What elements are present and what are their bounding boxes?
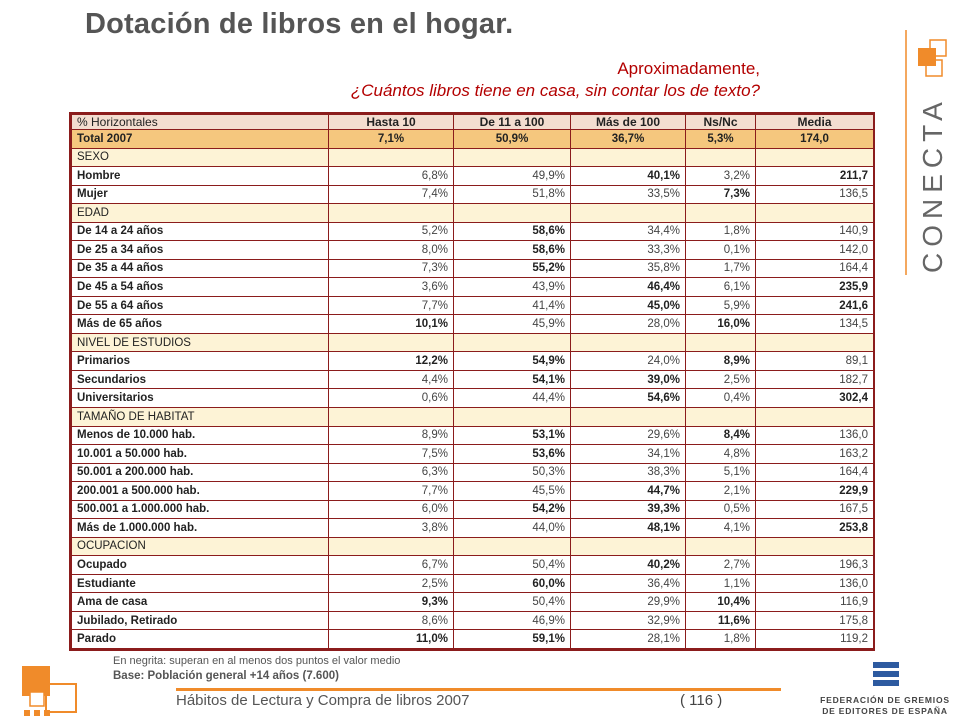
table-cell: 8,0%: [329, 241, 454, 260]
table-cell: 3,2%: [686, 167, 756, 186]
row-label: SEXO: [72, 148, 329, 167]
table-cell: 58,6%: [454, 222, 571, 241]
row-label: De 55 a 64 años: [72, 296, 329, 315]
row-label: Secundarios: [72, 370, 329, 389]
table-cell: 2,7%: [686, 556, 756, 575]
books-table: [71, 114, 874, 649]
total-row: [72, 130, 874, 149]
table-cell: 136,0: [756, 574, 874, 593]
row-label: Total 2007: [72, 130, 329, 149]
table-cell: 10,4%: [686, 593, 756, 612]
table-cell: 174,0: [756, 130, 874, 149]
table-cell: 1,1%: [686, 574, 756, 593]
row-label: De 14 a 24 años: [72, 222, 329, 241]
table-cell: 134,5: [756, 315, 874, 334]
table-cell: [686, 204, 756, 223]
table-cell: 7,1%: [329, 130, 454, 149]
table-cell: 136,5: [756, 185, 874, 204]
table-cell: [454, 204, 571, 223]
table-cell: 0,6%: [329, 389, 454, 408]
table-cell: 163,2: [756, 445, 874, 464]
table-cell: [454, 407, 571, 426]
row-label: 500.001 a 1.000.000 hab.: [72, 500, 329, 519]
table-row: [72, 500, 874, 519]
table-cell: [571, 407, 686, 426]
table-cell: [454, 537, 571, 556]
table-cell: 11,6%: [686, 611, 756, 630]
table-cell: 24,0%: [571, 352, 686, 371]
table-header-row: [72, 115, 874, 130]
table-cell: 2,1%: [686, 482, 756, 501]
row-label: Universitarios: [72, 389, 329, 408]
table-cell: 4,1%: [686, 519, 756, 538]
footnote-bold: En negrita: superan en al menos dos puntos el valor medio: [113, 655, 401, 667]
table-cell: 53,6%: [454, 445, 571, 464]
row-label: Hombre: [72, 167, 329, 186]
table-cell: 4,4%: [329, 370, 454, 389]
table-cell: 45,9%: [454, 315, 571, 334]
footer-title: Hábitos de Lectura y Compra de libros 2007: [176, 692, 470, 709]
table-cell: 8,9%: [329, 426, 454, 445]
table-row: [72, 611, 874, 630]
table-cell: 33,3%: [571, 241, 686, 260]
table-cell: 241,6: [756, 296, 874, 315]
table-cell: 7,4%: [329, 185, 454, 204]
table-cell: 229,9: [756, 482, 874, 501]
table-cell: [756, 407, 874, 426]
table-cell: 5,1%: [686, 463, 756, 482]
table-cell: 3,6%: [329, 278, 454, 297]
table-cell: 45,5%: [454, 482, 571, 501]
table-cell: 55,2%: [454, 259, 571, 278]
table-cell: 3,8%: [329, 519, 454, 538]
table-cell: 2,5%: [686, 370, 756, 389]
table-cell: 5,9%: [686, 296, 756, 315]
table-cell: 119,2: [756, 630, 874, 649]
table-cell: 8,9%: [686, 352, 756, 371]
table-cell: 35,8%: [571, 259, 686, 278]
table-cell: 1,8%: [686, 222, 756, 241]
table-cell: [571, 333, 686, 352]
table-cell: 142,0: [756, 241, 874, 260]
table-cell: 54,9%: [454, 352, 571, 371]
table-cell: 253,8: [756, 519, 874, 538]
data-table-wrapper: [69, 112, 875, 651]
table-cell: [756, 333, 874, 352]
row-label: De 35 a 44 años: [72, 259, 329, 278]
table-cell: [756, 148, 874, 167]
table-cell: 33,5%: [571, 185, 686, 204]
table-cell: 40,1%: [571, 167, 686, 186]
table-cell: 44,4%: [454, 389, 571, 408]
page-number: ( 116 ): [680, 692, 723, 709]
section-row: [72, 537, 874, 556]
subtitle-line1: Aproximadamente,: [617, 59, 760, 78]
table-cell: 44,7%: [571, 482, 686, 501]
table-cell: 54,2%: [454, 500, 571, 519]
table-cell: 8,4%: [686, 426, 756, 445]
row-label: 50.001 a 200.000 hab.: [72, 463, 329, 482]
table-cell: 50,4%: [454, 556, 571, 575]
row-label: Parado: [72, 630, 329, 649]
table-row: [72, 241, 874, 260]
table-row: [72, 167, 874, 186]
table-cell: [756, 204, 874, 223]
table-cell: 8,6%: [329, 611, 454, 630]
table-cell: 32,9%: [571, 611, 686, 630]
table-cell: [454, 148, 571, 167]
table-cell: 196,3: [756, 556, 874, 575]
row-label: EDAD: [72, 204, 329, 223]
table-cell: 45,0%: [571, 296, 686, 315]
conecta-text: CONECTA: [917, 96, 948, 273]
table-cell: [686, 407, 756, 426]
table-cell: 164,4: [756, 259, 874, 278]
table-cell: [571, 148, 686, 167]
table-cell: 116,9: [756, 593, 874, 612]
table-cell: 50,9%: [454, 130, 571, 149]
table-cell: 12,2%: [329, 352, 454, 371]
table-cell: 40,2%: [571, 556, 686, 575]
table-cell: 54,6%: [571, 389, 686, 408]
table-cell: 51,8%: [454, 185, 571, 204]
table-cell: 39,3%: [571, 500, 686, 519]
column-header: Media: [756, 115, 874, 130]
table-cell: 39,0%: [571, 370, 686, 389]
federation-emblem-icon: [815, 660, 955, 690]
table-cell: 58,6%: [454, 241, 571, 260]
table-row: [72, 482, 874, 501]
table-cell: [756, 537, 874, 556]
table-cell: 7,7%: [329, 482, 454, 501]
table-cell: [571, 204, 686, 223]
table-row: [72, 370, 874, 389]
federation-line2: DE EDITORES DE ESPAÑA: [822, 706, 948, 716]
table-cell: 136,0: [756, 426, 874, 445]
column-header: % Horizontales: [72, 115, 329, 130]
page-title: Dotación de libros en el hogar.: [85, 8, 514, 40]
row-label: Más de 1.000.000 hab.: [72, 519, 329, 538]
table-row: [72, 315, 874, 334]
table-cell: [454, 333, 571, 352]
table-cell: [329, 407, 454, 426]
table-cell: [329, 333, 454, 352]
table-cell: 6,0%: [329, 500, 454, 519]
table-cell: 54,1%: [454, 370, 571, 389]
table-cell: [329, 148, 454, 167]
table-row: [72, 352, 874, 371]
table-row: [72, 574, 874, 593]
table-cell: 60,0%: [454, 574, 571, 593]
table-cell: 0,1%: [686, 241, 756, 260]
table-cell: [329, 537, 454, 556]
question-subtitle: [60, 58, 760, 102]
table-cell: 302,4: [756, 389, 874, 408]
table-cell: [571, 537, 686, 556]
table-cell: [686, 148, 756, 167]
footer-divider: [176, 688, 781, 691]
table-cell: 16,0%: [686, 315, 756, 334]
table-row: [72, 278, 874, 297]
table-cell: 7,3%: [329, 259, 454, 278]
row-label: Más de 65 años: [72, 315, 329, 334]
table-body: [72, 130, 874, 649]
table-cell: 2,5%: [329, 574, 454, 593]
table-cell: 6,1%: [686, 278, 756, 297]
row-label: Jubilado, Retirado: [72, 611, 329, 630]
column-header: Ns/Nc: [686, 115, 756, 130]
table-row: [72, 556, 874, 575]
orange-squares-logo-icon: [2, 660, 82, 718]
table-cell: 46,9%: [454, 611, 571, 630]
federation-line1: FEDERACIÓN DE GREMIOS: [820, 695, 950, 705]
row-label: 200.001 a 500.000 hab.: [72, 482, 329, 501]
table-cell: 36,7%: [571, 130, 686, 149]
section-row: [72, 407, 874, 426]
table-cell: 29,9%: [571, 593, 686, 612]
row-label: Ocupado: [72, 556, 329, 575]
row-label: Estudiante: [72, 574, 329, 593]
conecta-wordmark: [912, 75, 952, 275]
row-label: OCUPACION: [72, 537, 329, 556]
table-cell: 34,4%: [571, 222, 686, 241]
table-cell: 38,3%: [571, 463, 686, 482]
table-row: [72, 463, 874, 482]
table-cell: 6,7%: [329, 556, 454, 575]
table-row: [72, 185, 874, 204]
row-label: Ama de casa: [72, 593, 329, 612]
table-cell: 6,3%: [329, 463, 454, 482]
section-row: [72, 148, 874, 167]
table-row: [72, 259, 874, 278]
table-row: [72, 296, 874, 315]
table-cell: 50,4%: [454, 593, 571, 612]
table-cell: 36,4%: [571, 574, 686, 593]
table-cell: 182,7: [756, 370, 874, 389]
row-label: TAMAÑO DE HABITAT: [72, 407, 329, 426]
table-row: [72, 426, 874, 445]
table-cell: 7,3%: [686, 185, 756, 204]
table-cell: 10,1%: [329, 315, 454, 334]
table-row: [72, 222, 874, 241]
table-cell: 164,4: [756, 463, 874, 482]
table-cell: 1,7%: [686, 259, 756, 278]
table-cell: [686, 333, 756, 352]
row-label: Mujer: [72, 185, 329, 204]
table-cell: 0,4%: [686, 389, 756, 408]
table-cell: 28,1%: [571, 630, 686, 649]
table-row: [72, 593, 874, 612]
row-label: 10.001 a 50.000 hab.: [72, 445, 329, 464]
table-cell: 53,1%: [454, 426, 571, 445]
table-row: [72, 519, 874, 538]
table-cell: 28,0%: [571, 315, 686, 334]
column-header: De 11 a 100: [454, 115, 571, 130]
table-cell: 46,4%: [571, 278, 686, 297]
table-row: [72, 445, 874, 464]
table-cell: 235,9: [756, 278, 874, 297]
row-label: De 25 a 34 años: [72, 241, 329, 260]
row-label: NIVEL DE ESTUDIOS: [72, 333, 329, 352]
table-cell: 9,3%: [329, 593, 454, 612]
table-cell: 11,0%: [329, 630, 454, 649]
row-label: Primarios: [72, 352, 329, 371]
table-cell: 59,1%: [454, 630, 571, 649]
table-cell: 1,8%: [686, 630, 756, 649]
table-cell: 44,0%: [454, 519, 571, 538]
section-row: [72, 204, 874, 223]
section-row: [72, 333, 874, 352]
table-cell: 29,6%: [571, 426, 686, 445]
table-row: [72, 630, 874, 649]
table-cell: 6,8%: [329, 167, 454, 186]
table-cell: 5,2%: [329, 222, 454, 241]
table-cell: 4,8%: [686, 445, 756, 464]
table-row: [72, 389, 874, 408]
table-cell: 7,7%: [329, 296, 454, 315]
column-header: Hasta 10: [329, 115, 454, 130]
federation-logo: [815, 660, 955, 716]
row-label: Menos de 10.000 hab.: [72, 426, 329, 445]
table-cell: 49,9%: [454, 167, 571, 186]
table-cell: 7,5%: [329, 445, 454, 464]
table-cell: 140,9: [756, 222, 874, 241]
table-cell: 5,3%: [686, 130, 756, 149]
column-header: Más de 100: [571, 115, 686, 130]
table-cell: [329, 204, 454, 223]
table-cell: 41,4%: [454, 296, 571, 315]
table-cell: 0,5%: [686, 500, 756, 519]
table-cell: 175,8: [756, 611, 874, 630]
table-cell: 34,1%: [571, 445, 686, 464]
table-cell: 48,1%: [571, 519, 686, 538]
table-cell: 167,5: [756, 500, 874, 519]
subtitle-line2: ¿Cuántos libros tiene en casa, sin contar los de texto?: [350, 81, 760, 100]
row-label: De 45 a 54 años: [72, 278, 329, 297]
table-cell: [686, 537, 756, 556]
table-cell: 50,3%: [454, 463, 571, 482]
table-cell: 43,9%: [454, 278, 571, 297]
table-cell: 211,7: [756, 167, 874, 186]
table-cell: 89,1: [756, 352, 874, 371]
sample-base: Base: Población general +14 años (7.600): [113, 670, 339, 682]
